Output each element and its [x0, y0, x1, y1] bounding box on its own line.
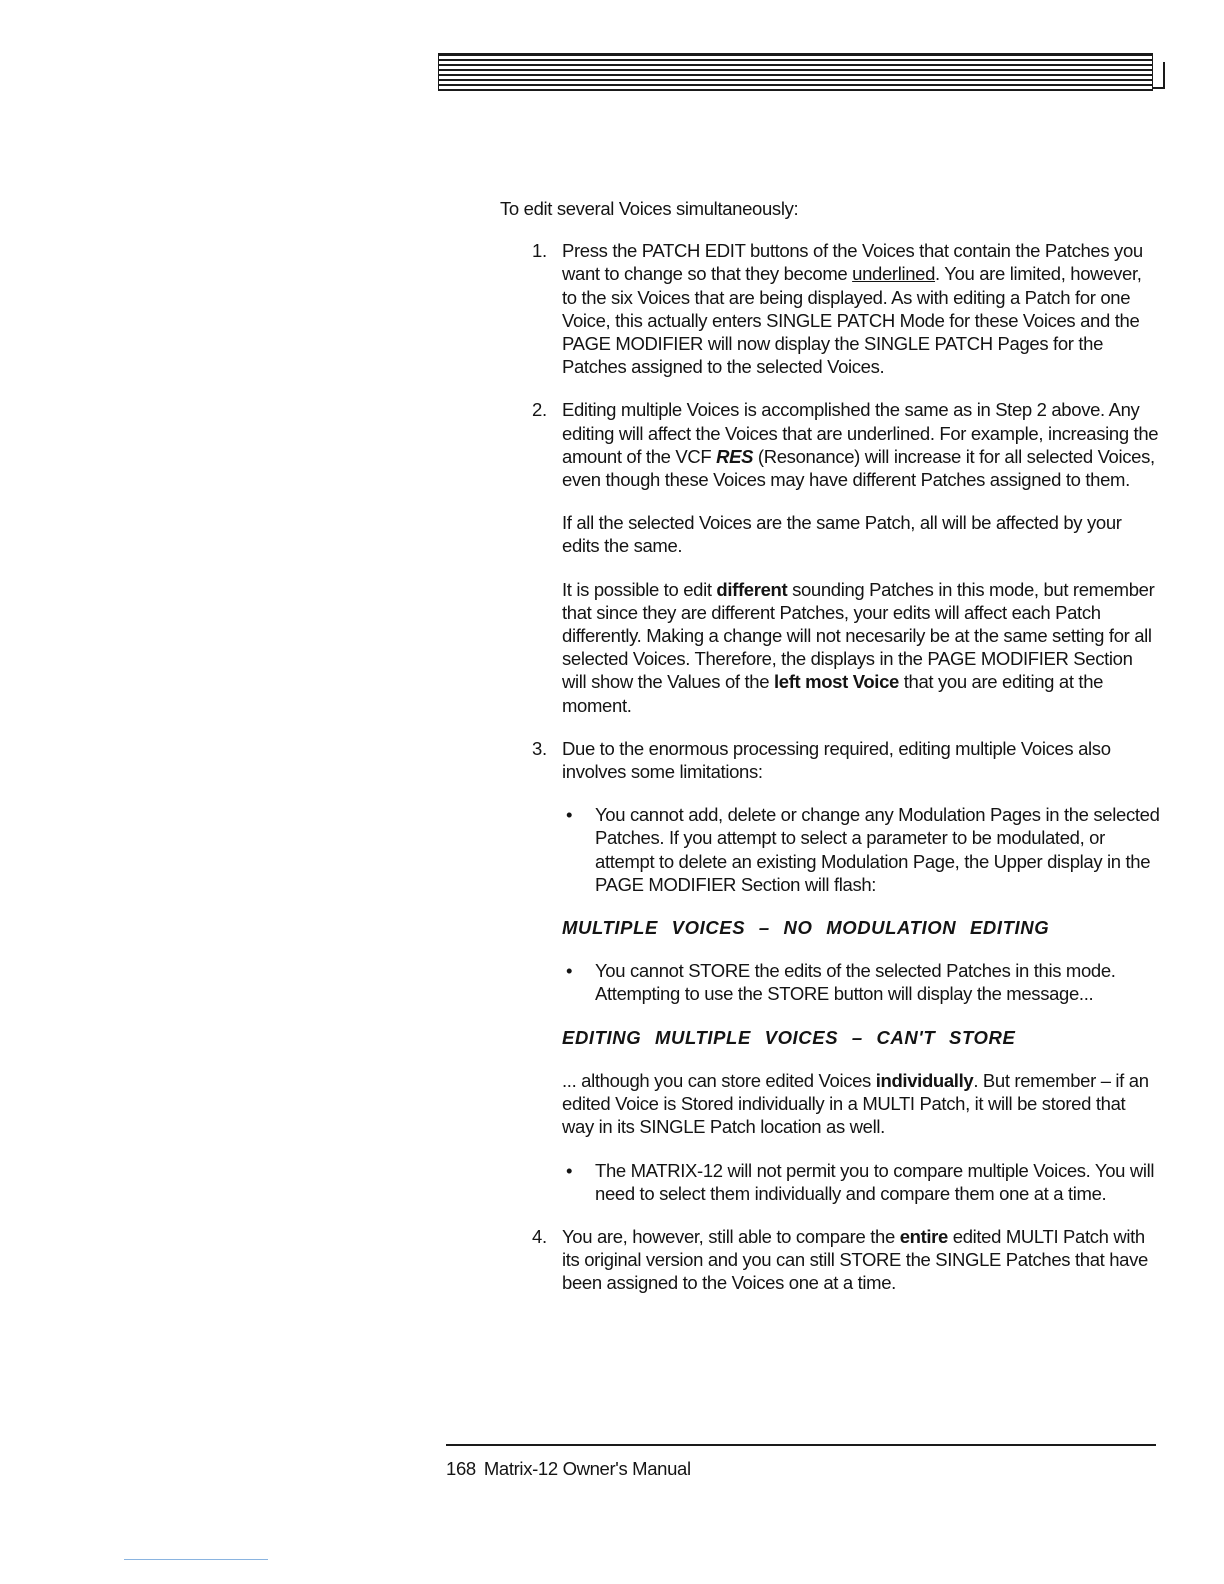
- underlined-term: underlined: [852, 263, 936, 285]
- bullet-item: [566, 1159, 1160, 1205]
- bullet-symbol: •: [566, 804, 573, 826]
- step-number: 1.: [532, 240, 547, 262]
- continuation-text: [562, 1069, 1160, 1139]
- bullet-symbol: •: [566, 1159, 573, 1181]
- text-span: ... although you can store edited Voices: [562, 1069, 876, 1091]
- page-content: [500, 197, 1160, 1315]
- page-footer: [446, 1458, 691, 1480]
- manual-title: Matrix-12 Owner's Manual: [483, 1458, 691, 1479]
- text-span: sounding Patches in this mode, but remember that since they are different Patches, your edits will affect each Patch differently. Making a change will not necesarily be at the same setting for all selected Voices. Therefore, the displays in the PAGE MODIFIER Section will show the Values of the: [562, 578, 1155, 693]
- header-decoration-bar: [438, 53, 1153, 91]
- bullet-text: You cannot add, delete or change any Modulation Pages in the selected Patches. If you attempt to select a parameter to be modulated, or attempt to delete an existing Modulation Page, the Upper display in the PAGE MODIFIER Section will flash:: [595, 804, 1160, 895]
- step-number: 2.: [532, 399, 547, 421]
- bullet-item: [566, 959, 1160, 1005]
- step-number: 4.: [532, 1225, 547, 1247]
- bold-term: entire: [899, 1225, 948, 1247]
- step-1: [532, 239, 1160, 378]
- step-2-paragraph-3: [562, 578, 1160, 717]
- text-span: You are, however, still able to compare the: [562, 1225, 900, 1247]
- step-1-paragraph: [562, 239, 1160, 378]
- res-parameter: RES: [716, 445, 754, 467]
- header-tick-mark: [1163, 62, 1165, 88]
- text-span: edited MULTI Patch with its original version and you can still STORE the SINGLE Patches that have been assigned to the Voices one at a time.: [562, 1225, 1148, 1294]
- scan-artifact-line: [124, 1559, 268, 1560]
- step-2-paragraph-2: If all the selected Voices are the same Patch, all will be affected by your edits the same.: [562, 512, 1122, 557]
- bullet-text: The MATRIX-12 will not permit you to compare multiple Voices. You will need to select them individually and compare them one at a time.: [595, 1159, 1155, 1204]
- footer-rule: [446, 1444, 1156, 1446]
- intro-text: To edit several Voices simultaneously:: [500, 198, 799, 219]
- text-span: . But remember – if an edited Voice is Stored individually in a MULTI Patch, it will be stored that way in its SINGLE Patch location as well.: [562, 1069, 1149, 1138]
- header-tick-base: [1153, 87, 1165, 89]
- bold-term: left most Voice: [773, 671, 899, 693]
- bold-term: different: [716, 578, 788, 600]
- step-3: [532, 737, 1160, 1205]
- step-2: [532, 398, 1160, 716]
- text-span: that you are editing at the moment.: [562, 671, 1104, 716]
- bullet-item: [566, 803, 1160, 896]
- display-message: EDITING MULTIPLE VOICES – CAN'T STORE: [562, 1026, 1016, 1048]
- step-4-paragraph: [562, 1225, 1160, 1295]
- text-span: It is possible to edit: [562, 578, 717, 600]
- step-4: [532, 1225, 1160, 1295]
- step-number: 3.: [532, 737, 547, 759]
- text-span: Editing multiple Voices is accomplished the same as in Step 2 above. Any editing will affect the Voices that are underlined. For example, increasing the amount of the VCF: [562, 399, 1159, 467]
- page-number: 168: [446, 1458, 476, 1479]
- bullet-symbol: •: [566, 960, 573, 982]
- display-message: MULTIPLE VOICES – NO MODULATION EDITING: [562, 917, 1050, 939]
- step-3-paragraph: Due to the enormous processing required, editing multiple Voices also involves some limitations:: [562, 737, 1111, 783]
- bold-term: individually: [875, 1069, 974, 1091]
- bullet-text: You cannot STORE the edits of the selected Patches in this mode. Attempting to use the STORE button will display the message...: [595, 960, 1116, 1005]
- text-span: (Resonance) will increase it for all selected Voices, even though these Voices may have different Patches assigned to them.: [562, 445, 1155, 491]
- step-2-paragraph-1: [562, 398, 1160, 491]
- text-span: . You are limited, however, to the six Voices that are being displayed. As with editing a Patch for one Voice, this actually enters SINGLE PATCH Mode for these Voices and the PAGE MODIFIER will now display the SINGLE PATCH Pages for the Patches assigned to the selected Voices.: [562, 263, 1142, 378]
- text-span: Press the PATCH EDIT buttons of the Voices that contain the Patches you want to change so that they become: [562, 240, 1143, 285]
